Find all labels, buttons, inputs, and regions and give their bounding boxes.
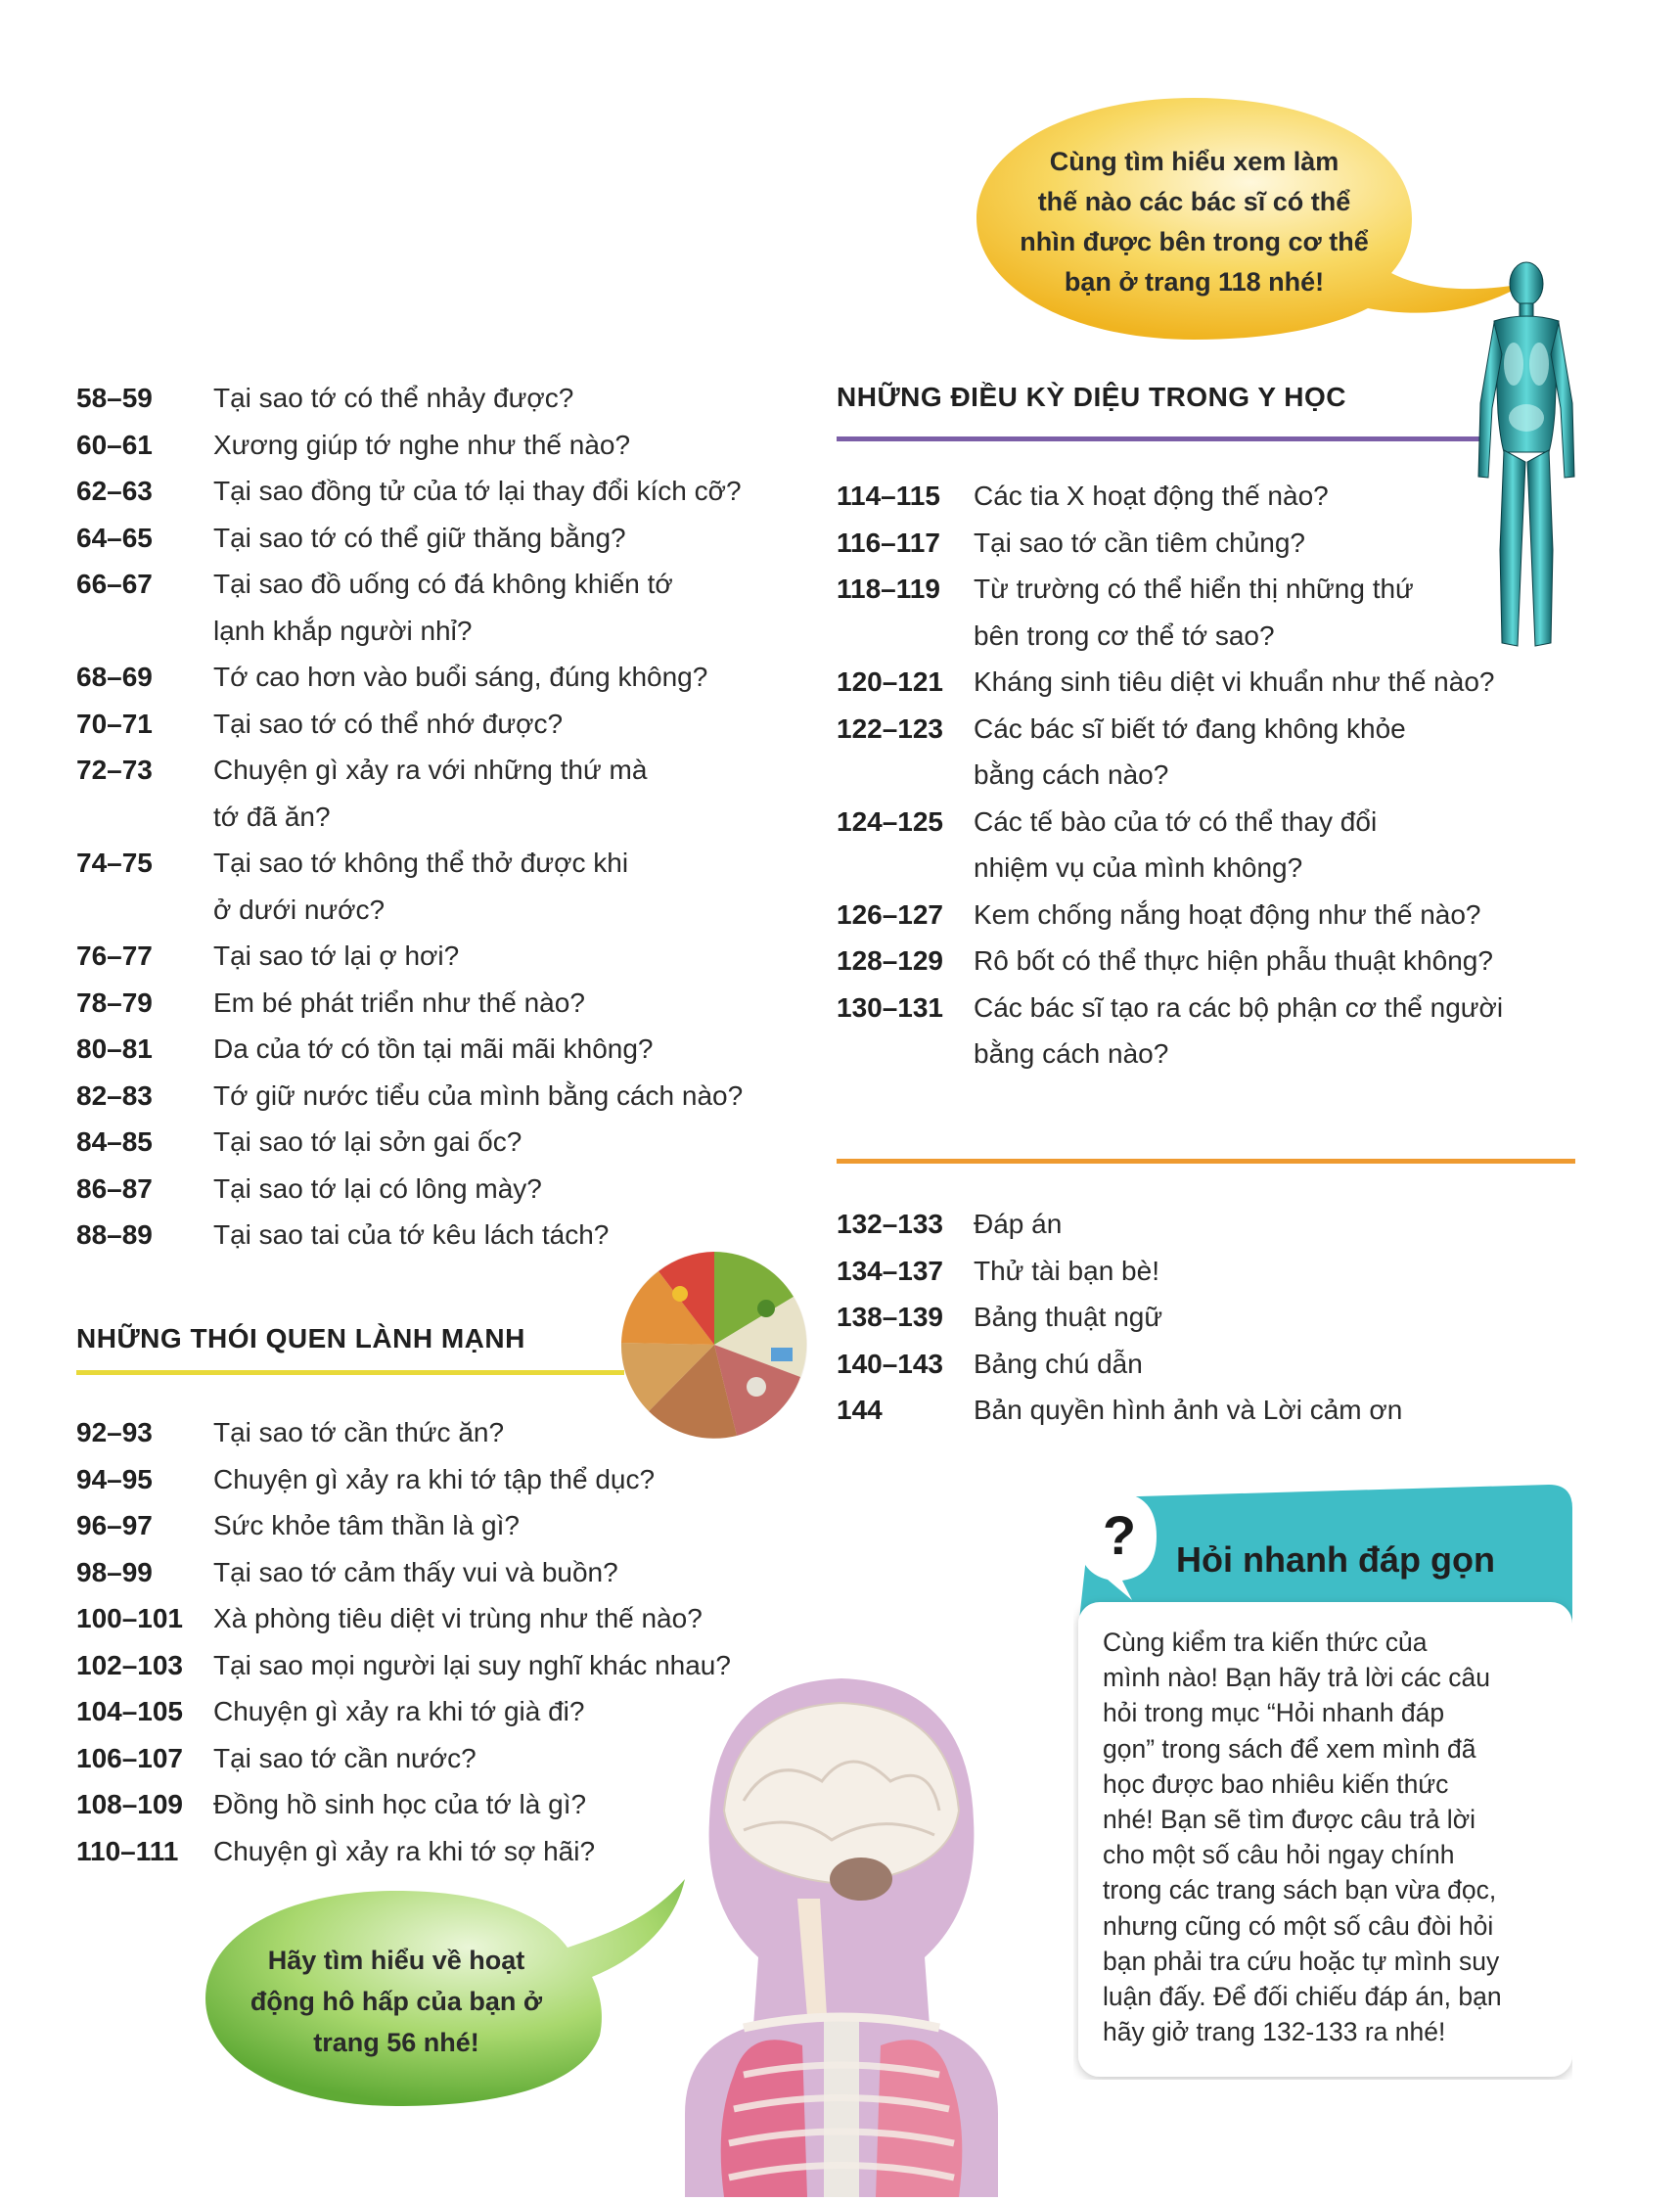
toc-entry: [837, 799, 1570, 892]
entry-title: Tại sao đồ uống có đá không khiến tớ lạnh khắp người nhỉ?: [213, 569, 673, 646]
entry-title: Đáp án: [974, 1209, 1063, 1239]
entry-title: Tại sao tớ cảm thấy vui và buồn?: [213, 1556, 618, 1587]
page-range: 122–123: [837, 712, 944, 744]
toc-entry: [837, 473, 1570, 520]
page-range: 76–77: [76, 940, 153, 971]
quick-quiz-body: Cùng kiểm tra kiến thức của mình nào! Bạn hãy trả lời các câu hỏi trong mục “Hỏi nhanh đáp gọn” trong sách để xem mình đã học được bao nhiêu kiến thức nhé! Bạn sẽ tìm được câu trả lời cho một số câu hỏi ngay chính trong các trang sách bạn vừa đọc, nhưng cũng có một số câu đòi hỏi bạn phải tra cứu hoặc tự mình suy luận đấy. Để đối chiếu đáp án, bạn hãy giở trang 132-133 ra nhé!: [1103, 1628, 1502, 2047]
page-range: 102–103: [76, 1649, 184, 1680]
entry-title: Từ trường có thể hiển thị những thứ bên trong cơ thể tớ sao?: [974, 573, 1414, 651]
speech-bubble-breathing-text: Hãy tìm hiểu về hoạt động hô hấp của bạn ở trang 56 nhé!: [250, 1946, 543, 2057]
page-range: 140–143: [837, 1348, 944, 1379]
entry-title: Các tia X hoạt động thế nào?: [974, 481, 1329, 511]
page-range: 118–119: [837, 573, 940, 604]
toc-entry: [837, 520, 1570, 567]
entry-title: Tại sao tớ lại sởn gai ốc?: [213, 1126, 522, 1157]
food-plate-icon: [619, 1250, 810, 1441]
toc-entry: [76, 1166, 781, 1213]
appendix-divider: [837, 1159, 1575, 1164]
entry-title: Các tế bào của tớ có thể thay đổi nhiệm vụ của mình không?: [974, 805, 1378, 883]
entry-title: Chuyện gì xảy ra khi tớ tập thể dục?: [213, 1463, 656, 1494]
page-range: 110–111: [76, 1835, 179, 1866]
page-range: 138–139: [837, 1302, 944, 1332]
page-range: 116–117: [837, 527, 940, 558]
toc-entry: [837, 566, 1570, 659]
entry-title: Kháng sinh tiêu diệt vi khuẩn như thế nào?: [974, 666, 1495, 697]
page-range: 104–105: [76, 1696, 184, 1726]
page-range: 72–73: [76, 755, 153, 785]
toc-entry: [837, 1201, 1570, 1248]
entry-title: Tại sao tớ lại ợ hơi?: [213, 940, 460, 971]
section-heading-healthy-habits: NHỮNG THÓI QUEN LÀNH MẠNH: [76, 1323, 525, 1353]
page-range: 126–127: [837, 898, 944, 930]
page-range: 108–109: [76, 1789, 184, 1819]
toc-entry: [76, 1549, 781, 1596]
page-range: 70–71: [76, 708, 153, 739]
entry-title: Xương giúp tớ nghe như thế nào?: [213, 429, 631, 460]
toc-entry: [76, 1119, 781, 1166]
page-range: 124–125: [837, 805, 944, 837]
quick-quiz-title: Hỏi nhanh đáp gọn: [1176, 1539, 1495, 1580]
entry-title: Chuyện gì xảy ra với những thứ mà tớ đã ăn?: [213, 755, 648, 832]
page-range: 58–59: [76, 383, 153, 413]
entry-title: Tại sao tớ không thể thở được khi ở dưới nước?: [213, 848, 629, 925]
toc-entry: [76, 654, 781, 701]
page-range: 92–93: [76, 1417, 153, 1447]
toc-entry: [837, 1387, 1570, 1434]
entry-title: Da của tớ có tồn tại mãi mãi không?: [213, 1033, 654, 1064]
toc-entry: [76, 1502, 781, 1549]
toc-entry: [837, 1294, 1570, 1341]
entry-title: Tại sao tớ lại có lông mày?: [213, 1172, 542, 1204]
toc-entry: [76, 701, 781, 748]
page-range: 98–99: [76, 1556, 153, 1587]
page-range: 134–137: [837, 1255, 944, 1286]
page-range: 106–107: [76, 1742, 184, 1773]
page-range: 80–81: [76, 1033, 153, 1064]
speech-bubble-xray: [976, 93, 1524, 347]
page-range: 62–63: [76, 476, 153, 506]
page-range: 120–121: [837, 666, 944, 697]
medical-section-divider: [837, 436, 1482, 441]
toc-entry: [76, 1456, 781, 1503]
entry-title: Bảng thuật ngữ: [974, 1302, 1163, 1332]
page-range: 128–129: [837, 945, 944, 976]
page-range: 84–85: [76, 1126, 153, 1157]
toc-list-body-part1: [76, 375, 781, 1259]
page-range: 114–115: [837, 481, 940, 511]
entry-title: Đồng hồ sinh học của tớ là gì?: [213, 1789, 587, 1819]
xray-body-icon: [1473, 256, 1580, 663]
toc-entry: [76, 468, 781, 515]
entry-title: Thử tài bạn bè!: [974, 1255, 1159, 1286]
entry-title: Tại sao tớ có thể nhớ được?: [213, 708, 564, 739]
entry-title: Tại sao đồng tử của tớ lại thay đổi kích cỡ?: [213, 476, 742, 506]
page-range: 130–131: [837, 991, 944, 1023]
toc-entry: [76, 1026, 781, 1073]
healthy-section-divider: [76, 1370, 624, 1375]
toc-entry: [76, 375, 781, 422]
toc-entry: [76, 1595, 781, 1642]
page-range: 86–87: [76, 1172, 153, 1204]
toc-entry: [76, 515, 781, 562]
entry-title: Bản quyền hình ảnh và Lời cảm ơn: [974, 1395, 1403, 1425]
toc-entry: [76, 933, 781, 980]
toc-entry: [837, 892, 1570, 939]
page-range: 100–101: [76, 1603, 184, 1633]
page-range: 68–69: [76, 662, 153, 692]
page-range: 78–79: [76, 986, 153, 1018]
entry-title: Rô bốt có thể thực hiện phẫu thuật không?: [974, 945, 1493, 976]
page-range: 66–67: [76, 569, 153, 599]
page-range: 132–133: [837, 1209, 944, 1239]
entry-title: Bảng chú dẫn: [974, 1348, 1143, 1379]
toc-entry: [76, 422, 781, 469]
page-range: 64–65: [76, 522, 153, 553]
page-range: 94–95: [76, 1463, 153, 1494]
question-mark-icon: ?: [1102, 1504, 1137, 1566]
page-range: 74–75: [76, 848, 153, 878]
page-range: 144: [837, 1395, 883, 1425]
entry-title: Chuyện gì xảy ra khi tớ già đi?: [213, 1696, 585, 1726]
entry-title: Các bác sĩ tạo ra các bộ phận cơ thể người bằng cách nào?: [974, 991, 1504, 1069]
toc-entry: [837, 1341, 1570, 1388]
entry-title: Tại sao tớ có thể nhảy được?: [213, 383, 574, 413]
toc-entry: [76, 561, 781, 654]
toc-entry: [837, 659, 1570, 706]
toc-entry: [837, 706, 1570, 799]
entry-title: Xà phòng tiêu diệt vi trùng như thế nào?: [213, 1603, 703, 1633]
entry-title: Em bé phát triển như thế nào?: [213, 986, 585, 1018]
entry-title: Các bác sĩ biết tớ đang không khỏe bằng cách nào?: [974, 712, 1406, 790]
quick-quiz-box: [1073, 1483, 1572, 2080]
page-range: 96–97: [76, 1510, 153, 1540]
page-range: 60–61: [76, 429, 153, 460]
entry-title: Chuyện gì xảy ra khi tớ sợ hãi?: [213, 1835, 596, 1866]
speech-bubble-breathing: [191, 1879, 700, 2114]
entry-title: Tại sao tớ cần nước?: [213, 1742, 477, 1773]
section-heading-medical-wonders: NHỮNG ĐIỀU KỲ DIỆU TRONG Y HỌC: [837, 382, 1347, 412]
entry-title: Tại sao tai của tớ kêu lách tách?: [213, 1219, 610, 1250]
speech-bubble-xray-text: Cùng tìm hiểu xem làm thế nào các bác sĩ có thể nhìn được bên trong cơ thể bạn ở trang 118 nhé!: [1020, 147, 1369, 297]
entry-title: Tại sao tớ có thể giữ thăng bằng?: [213, 522, 626, 553]
entry-title: Tớ giữ nước tiểu của mình bằng cách nào?: [213, 1079, 744, 1111]
entry-title: Tại sao tớ cần tiêm chủng?: [974, 527, 1305, 558]
entry-title: Tại sao mọi người lại suy nghĩ khác nhau?: [213, 1649, 731, 1680]
toc-entry: [76, 747, 781, 840]
toc-entry: [837, 985, 1570, 1078]
entry-title: Tại sao tớ cần thức ăn?: [213, 1417, 505, 1447]
entry-title: Sức khỏe tâm thần là gì?: [213, 1510, 520, 1540]
toc-entry: [76, 980, 781, 1027]
toc-entry: [76, 1073, 781, 1120]
entry-title: Tớ cao hơn vào buổi sáng, đúng không?: [213, 662, 708, 692]
toc-entry: [837, 1248, 1570, 1295]
entry-title: Kem chống nắng hoạt động như thế nào?: [974, 898, 1481, 930]
toc-list-appendix: [837, 1201, 1570, 1434]
page-range: 88–89: [76, 1219, 153, 1250]
page-range: 82–83: [76, 1079, 153, 1111]
toc-entry: [76, 840, 781, 933]
toc-entry: [837, 938, 1570, 985]
toc-list-medical-wonders: [837, 473, 1570, 1078]
